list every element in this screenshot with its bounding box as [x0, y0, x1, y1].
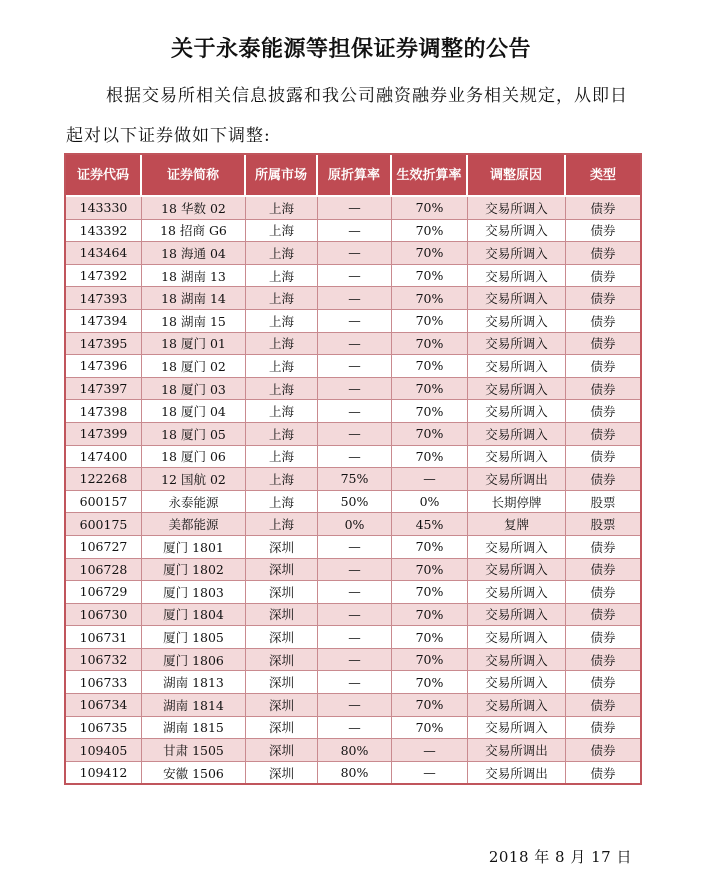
type-cell: 债券 — [566, 197, 640, 220]
short-name-cell: 18 招商 G6 — [142, 220, 246, 243]
reason-cell: 交易所调入 — [468, 310, 566, 333]
table-body — [66, 197, 640, 783]
code-cell: 106733 — [66, 671, 142, 694]
code-cell: 600175 — [66, 513, 142, 536]
short-name-cell: 湖南 1814 — [142, 694, 246, 717]
code-cell: 143464 — [66, 242, 142, 265]
code-cell: 106735 — [66, 717, 142, 740]
market-cell: 上海 — [246, 446, 318, 469]
type-cell: 债券 — [566, 717, 640, 740]
original-rate-cell: — — [318, 242, 392, 265]
short-name-cell: 甘肃 1505 — [142, 739, 246, 762]
original-rate-cell: — — [318, 649, 392, 672]
effective-rate-cell: 70% — [392, 694, 468, 717]
short-name-cell: 安徽 1506 — [142, 762, 246, 784]
reason-cell: 交易所调入 — [468, 400, 566, 423]
reason-cell: 长期停牌 — [468, 491, 566, 514]
table-row — [66, 378, 640, 401]
header-type: 类型 — [566, 155, 640, 197]
original-rate-cell: 80% — [318, 739, 392, 762]
type-cell: 债券 — [566, 604, 640, 627]
market-cell: 深圳 — [246, 671, 318, 694]
table-row — [66, 423, 640, 446]
market-cell: 深圳 — [246, 717, 318, 740]
effective-rate-cell: 70% — [392, 378, 468, 401]
type-cell: 债券 — [566, 355, 640, 378]
reason-cell: 交易所调出 — [468, 739, 566, 762]
original-rate-cell: — — [318, 559, 392, 582]
type-cell: 债券 — [566, 739, 640, 762]
code-cell: 106728 — [66, 559, 142, 582]
code-cell: 106729 — [66, 581, 142, 604]
reason-cell: 交易所调入 — [468, 333, 566, 356]
market-cell: 上海 — [246, 400, 318, 423]
short-name-cell: 18 厦门 06 — [142, 446, 246, 469]
effective-rate-cell: 70% — [392, 717, 468, 740]
type-cell: 债券 — [566, 378, 640, 401]
short-name-cell: 美都能源 — [142, 513, 246, 536]
code-cell: 106731 — [66, 626, 142, 649]
effective-rate-cell: 70% — [392, 559, 468, 582]
table-row — [66, 513, 640, 536]
original-rate-cell: — — [318, 355, 392, 378]
market-cell: 深圳 — [246, 739, 318, 762]
effective-rate-cell: 70% — [392, 671, 468, 694]
code-cell: 106730 — [66, 604, 142, 627]
table-row — [66, 446, 640, 469]
code-cell: 122268 — [66, 468, 142, 491]
reason-cell: 交易所调出 — [468, 762, 566, 784]
market-cell: 上海 — [246, 287, 318, 310]
short-name-cell: 厦门 1801 — [142, 536, 246, 559]
short-name-cell: 湖南 1815 — [142, 717, 246, 740]
short-name-cell: 12 国航 02 — [142, 468, 246, 491]
code-cell: 147392 — [66, 265, 142, 288]
original-rate-cell: — — [318, 581, 392, 604]
market-cell: 上海 — [246, 310, 318, 333]
table-row — [66, 287, 640, 310]
original-rate-cell: — — [318, 378, 392, 401]
table-row — [66, 242, 640, 265]
table-row — [66, 604, 640, 627]
original-rate-cell: — — [318, 310, 392, 333]
type-cell: 债券 — [566, 423, 640, 446]
reason-cell: 交易所调入 — [468, 446, 566, 469]
table-row — [66, 536, 640, 559]
type-cell: 债券 — [566, 220, 640, 243]
table-row — [66, 468, 640, 491]
reason-cell: 交易所调出 — [468, 468, 566, 491]
header-original-rate: 原折算率 — [318, 155, 392, 197]
code-cell: 147394 — [66, 310, 142, 333]
original-rate-cell: 80% — [318, 762, 392, 784]
table-row — [66, 717, 640, 740]
short-name-cell: 18 厦门 04 — [142, 400, 246, 423]
market-cell: 深圳 — [246, 626, 318, 649]
effective-rate-cell: 70% — [392, 604, 468, 627]
table-row — [66, 220, 640, 243]
type-cell: 债券 — [566, 333, 640, 356]
short-name-cell: 18 厦门 05 — [142, 423, 246, 446]
reason-cell: 交易所调入 — [468, 378, 566, 401]
code-cell: 106727 — [66, 536, 142, 559]
code-cell: 147399 — [66, 423, 142, 446]
code-cell: 600157 — [66, 491, 142, 514]
short-name-cell: 18 湖南 13 — [142, 265, 246, 288]
short-name-cell: 18 厦门 02 — [142, 355, 246, 378]
table-row — [66, 739, 640, 762]
announcement-date: 2018 年 8 月 17 日 — [488, 848, 632, 866]
effective-rate-cell: 45% — [392, 513, 468, 536]
short-name-cell: 18 海通 04 — [142, 242, 246, 265]
effective-rate-cell: 70% — [392, 310, 468, 333]
intro-paragraph: 根据交易所相关信息披露和我公司融资融券业务相关规定，从即日起对以下证券做如下调整: — [66, 86, 628, 146]
table-row — [66, 265, 640, 288]
code-cell: 109405 — [66, 739, 142, 762]
table-row — [66, 649, 640, 672]
short-name-cell: 18 湖南 15 — [142, 310, 246, 333]
market-cell: 深圳 — [246, 762, 318, 784]
type-cell: 债券 — [566, 671, 640, 694]
market-cell: 深圳 — [246, 536, 318, 559]
code-cell: 106732 — [66, 649, 142, 672]
effective-rate-cell: 70% — [392, 355, 468, 378]
effective-rate-cell: 70% — [392, 626, 468, 649]
effective-rate-cell: 70% — [392, 536, 468, 559]
table-row — [66, 310, 640, 333]
market-cell: 上海 — [246, 513, 318, 536]
header-short-name: 证券简称 — [142, 155, 246, 197]
short-name-cell: 厦门 1805 — [142, 626, 246, 649]
original-rate-cell: — — [318, 626, 392, 649]
reason-cell: 交易所调入 — [468, 220, 566, 243]
reason-cell: 交易所调入 — [468, 626, 566, 649]
short-name-cell: 永泰能源 — [142, 491, 246, 514]
type-cell: 债券 — [566, 468, 640, 491]
short-name-cell: 厦门 1804 — [142, 604, 246, 627]
effective-rate-cell: 70% — [392, 287, 468, 310]
effective-rate-cell: 70% — [392, 649, 468, 672]
effective-rate-cell: 70% — [392, 197, 468, 220]
original-rate-cell: — — [318, 197, 392, 220]
type-cell: 股票 — [566, 491, 640, 514]
code-cell: 147395 — [66, 333, 142, 356]
original-rate-cell: 75% — [318, 468, 392, 491]
effective-rate-cell: 70% — [392, 400, 468, 423]
original-rate-cell: — — [318, 220, 392, 243]
effective-rate-cell: — — [392, 739, 468, 762]
market-cell: 深圳 — [246, 581, 318, 604]
type-cell: 股票 — [566, 513, 640, 536]
code-cell: 143392 — [66, 220, 142, 243]
reason-cell: 交易所调入 — [468, 197, 566, 220]
short-name-cell: 18 厦门 01 — [142, 333, 246, 356]
type-cell: 债券 — [566, 265, 640, 288]
header-code: 证券代码 — [66, 155, 142, 197]
reason-cell: 交易所调入 — [468, 559, 566, 582]
reason-cell: 交易所调入 — [468, 717, 566, 740]
original-rate-cell: — — [318, 265, 392, 288]
market-cell: 上海 — [246, 333, 318, 356]
table-row — [66, 671, 640, 694]
original-rate-cell: — — [318, 604, 392, 627]
reason-cell: 交易所调入 — [468, 265, 566, 288]
code-cell: 147400 — [66, 446, 142, 469]
market-cell: 上海 — [246, 491, 318, 514]
short-name-cell: 18 湖南 14 — [142, 287, 246, 310]
table-row — [66, 491, 640, 514]
reason-cell: 交易所调入 — [468, 649, 566, 672]
code-cell: 143330 — [66, 197, 142, 220]
short-name-cell: 湖南 1813 — [142, 671, 246, 694]
market-cell: 上海 — [246, 355, 318, 378]
type-cell: 债券 — [566, 536, 640, 559]
type-cell: 债券 — [566, 310, 640, 333]
code-cell: 106734 — [66, 694, 142, 717]
original-rate-cell: — — [318, 717, 392, 740]
original-rate-cell: — — [318, 287, 392, 310]
market-cell: 上海 — [246, 265, 318, 288]
table-row — [66, 694, 640, 717]
short-name-cell: 厦门 1803 — [142, 581, 246, 604]
code-cell: 147398 — [66, 400, 142, 423]
table-row — [66, 400, 640, 423]
original-rate-cell: — — [318, 671, 392, 694]
original-rate-cell: — — [318, 423, 392, 446]
market-cell: 上海 — [246, 220, 318, 243]
reason-cell: 交易所调入 — [468, 242, 566, 265]
code-cell: 147397 — [66, 378, 142, 401]
effective-rate-cell: 0% — [392, 491, 468, 514]
effective-rate-cell: 70% — [392, 220, 468, 243]
effective-rate-cell: — — [392, 468, 468, 491]
code-cell: 147393 — [66, 287, 142, 310]
header-market: 所属市场 — [246, 155, 318, 197]
short-name-cell: 厦门 1802 — [142, 559, 246, 582]
type-cell: 债券 — [566, 559, 640, 582]
short-name-cell: 18 华数 02 — [142, 197, 246, 220]
short-name-cell: 18 厦门 03 — [142, 378, 246, 401]
header-reason: 调整原因 — [468, 155, 566, 197]
effective-rate-cell: 70% — [392, 242, 468, 265]
reason-cell: 交易所调入 — [468, 287, 566, 310]
securities-table — [64, 153, 642, 785]
market-cell: 上海 — [246, 423, 318, 446]
table-row — [66, 197, 640, 220]
original-rate-cell: — — [318, 400, 392, 423]
table-row — [66, 626, 640, 649]
type-cell: 债券 — [566, 287, 640, 310]
effective-rate-cell: 70% — [392, 423, 468, 446]
original-rate-cell: — — [318, 333, 392, 356]
table-header-row — [66, 155, 640, 197]
original-rate-cell: 0% — [318, 513, 392, 536]
market-cell: 深圳 — [246, 559, 318, 582]
reason-cell: 交易所调入 — [468, 423, 566, 446]
announcement-title: 关于永泰能源等担保证券调整的公告 — [170, 37, 531, 62]
reason-cell: 交易所调入 — [468, 694, 566, 717]
code-cell: 109412 — [66, 762, 142, 784]
type-cell: 债券 — [566, 242, 640, 265]
market-cell: 深圳 — [246, 694, 318, 717]
type-cell: 债券 — [566, 400, 640, 423]
effective-rate-cell: 70% — [392, 446, 468, 469]
original-rate-cell: — — [318, 694, 392, 717]
reason-cell: 交易所调入 — [468, 355, 566, 378]
table-row — [66, 355, 640, 378]
original-rate-cell: — — [318, 536, 392, 559]
header-effective-rate: 生效折算率 — [392, 155, 468, 197]
reason-cell: 交易所调入 — [468, 536, 566, 559]
type-cell: 债券 — [566, 626, 640, 649]
effective-rate-cell: 70% — [392, 333, 468, 356]
table-row — [66, 581, 640, 604]
market-cell: 上海 — [246, 378, 318, 401]
market-cell: 上海 — [246, 197, 318, 220]
effective-rate-cell: 70% — [392, 581, 468, 604]
market-cell: 上海 — [246, 468, 318, 491]
type-cell: 债券 — [566, 446, 640, 469]
market-cell: 上海 — [246, 242, 318, 265]
reason-cell: 交易所调入 — [468, 604, 566, 627]
effective-rate-cell: — — [392, 762, 468, 784]
market-cell: 深圳 — [246, 604, 318, 627]
type-cell: 债券 — [566, 694, 640, 717]
reason-cell: 复牌 — [468, 513, 566, 536]
type-cell: 债券 — [566, 762, 640, 784]
original-rate-cell: 50% — [318, 491, 392, 514]
code-cell: 147396 — [66, 355, 142, 378]
original-rate-cell: — — [318, 446, 392, 469]
reason-cell: 交易所调入 — [468, 581, 566, 604]
type-cell: 债券 — [566, 649, 640, 672]
table-row — [66, 333, 640, 356]
table-row — [66, 559, 640, 582]
table-row — [66, 762, 640, 784]
effective-rate-cell: 70% — [392, 265, 468, 288]
market-cell: 深圳 — [246, 649, 318, 672]
reason-cell: 交易所调入 — [468, 671, 566, 694]
short-name-cell: 厦门 1806 — [142, 649, 246, 672]
type-cell: 债券 — [566, 581, 640, 604]
